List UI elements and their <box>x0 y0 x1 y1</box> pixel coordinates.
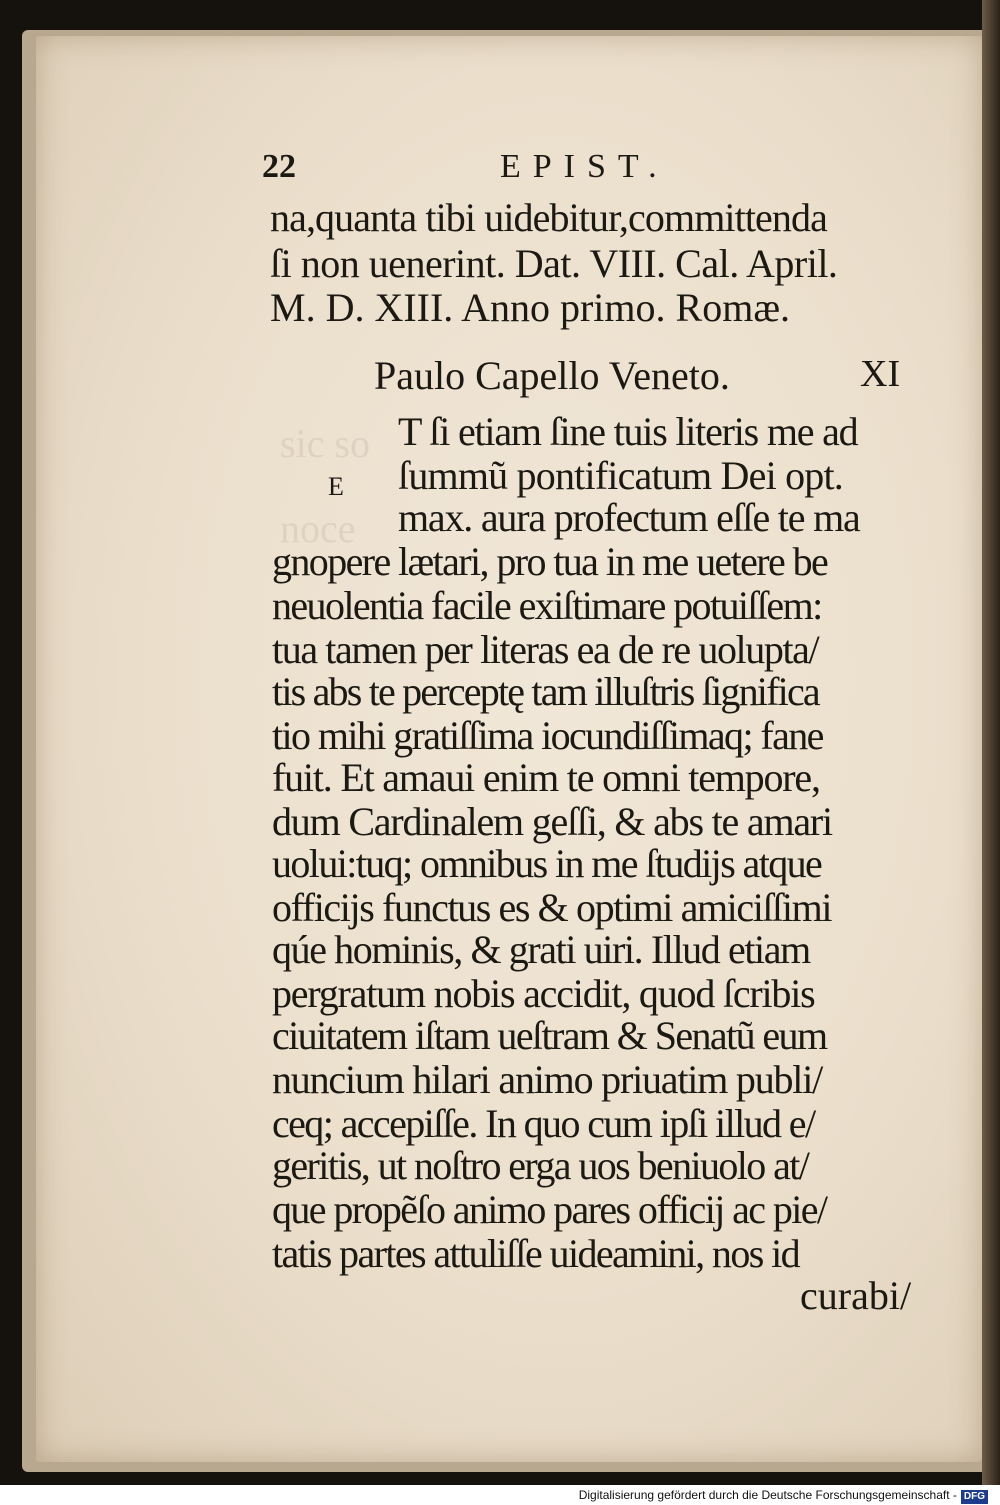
body-line: tatis partes attuliſſe uideamini, nos id <box>272 1231 799 1276</box>
body-line: uolui:tuq; omnibus in me ſtudijs atque <box>272 841 822 886</box>
body-line: ciuitatem iſtam ueſtram & Senatũ eum <box>272 1013 827 1058</box>
body-line: que propẽſo animo pares officij ac pie/ <box>272 1187 827 1232</box>
body-line: ſummũ pontificatum Dei opt. <box>398 453 844 498</box>
body-line: tio mihi gratiſſima iocundiſſimaq; fane <box>272 713 823 758</box>
body-line: fuit. Et amaui enim te omni tempore, <box>272 755 820 800</box>
body-line: neuolentia facile exiſtimare potuiſſem: <box>272 583 822 628</box>
page-number: 22 <box>262 148 296 185</box>
book-spine-edge <box>982 0 1000 1505</box>
catchword: curabi/ <box>800 1273 912 1318</box>
body-line: nuncium hilari animo priuatim publi/ <box>272 1057 823 1102</box>
running-head-title: EPIST. <box>500 148 669 185</box>
body-line: dum Cardinalem geſſi, & abs te amari <box>272 799 832 844</box>
body-line: ceq; accepiſſe. In quo cum ipſi illud e/ <box>272 1101 815 1146</box>
body-line: qúe hominis, & grati uiri. Illud etiam <box>272 927 810 972</box>
body-line: T ſi etiam ſine tuis literis me ad <box>398 409 858 454</box>
continuation-line: na,quanta tibi uidebitur,committenda <box>270 195 827 240</box>
bleed-through-text: noce <box>280 506 356 551</box>
letter-addressee: Paulo Capello Veneto. <box>374 353 730 398</box>
bleed-through-text: sic so <box>280 421 370 466</box>
body-line: tis abs te perceptę tam illuſtris ſignifica <box>272 669 819 714</box>
initial-letter: E <box>328 472 344 501</box>
digitization-credit-text: Digitalisierung gefördert durch die Deutsche Forschungsgemeinschaft - <box>578 1488 957 1502</box>
body-line: gnopere lætari, pro tua in me uetere be <box>272 539 828 584</box>
continuation-line: M. D. XIII. Anno primo. Romæ. <box>270 285 790 330</box>
digitization-credit-bar <box>0 1485 1000 1505</box>
body-line: geritis, ut noſtro erga uos beniuolo at/ <box>272 1143 809 1188</box>
letter-number: XI <box>860 353 901 395</box>
body-line: tua tamen per literas ea de re uolupta/ <box>272 627 819 672</box>
body-line: pergratum nobis accidit, quod ſcribis <box>272 971 815 1016</box>
continuation-line: ſi non uenerint. Dat. VIII. Cal. April. <box>270 241 838 286</box>
body-line: officijs functus es & optimi amiciſſimi <box>272 885 832 930</box>
body-line: max. aura profectum eſſe te ma <box>398 495 860 540</box>
dfg-logo: DFG <box>961 1490 988 1504</box>
